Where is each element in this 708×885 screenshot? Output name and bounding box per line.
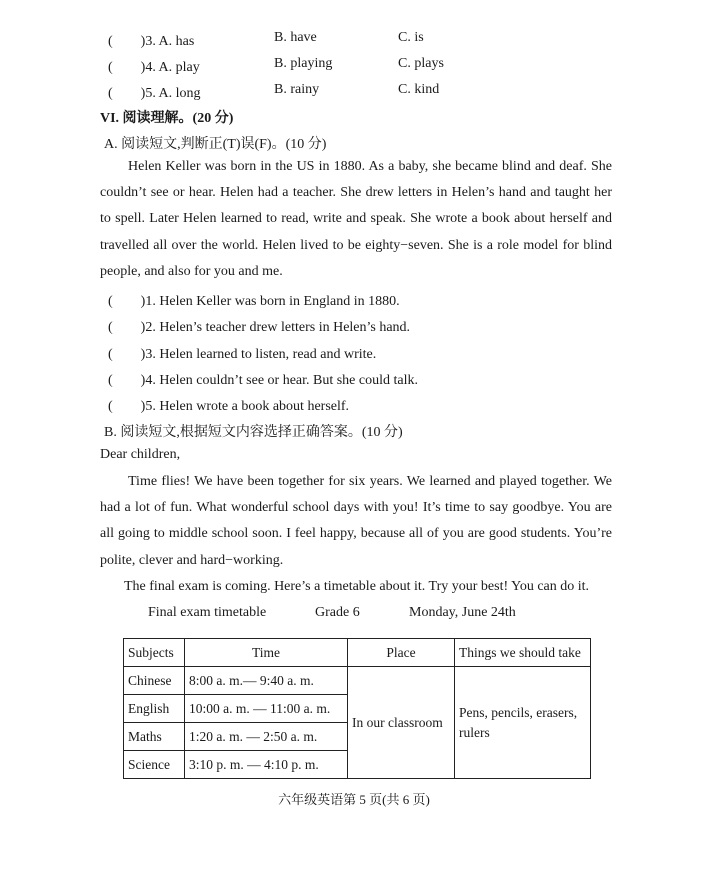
option-a: ( )4. A. play <box>108 60 200 75</box>
option-c: C. kind <box>398 82 440 97</box>
option-a: ( )5. A. long <box>108 86 201 101</box>
letter-greeting: Dear children, <box>100 447 181 462</box>
passage-a-text: Helen Keller was born in the US in 1880. As a baby, she became blind and deaf. She couldn’t see or hear. Helen had a teacher. She drew letters in Helen’s hand and taught her to spell. Later Helen learned to read, write and speak. She wrote a book about herself and travelled all over the world. Helen lived to be eighty−seven. She is a role model for blind people, and also for you and me. <box>100 159 612 279</box>
option-b: B. have <box>274 30 317 45</box>
question-a-1: ( )1. Helen Keller was born in England in 1880. <box>108 294 400 309</box>
option-c: C. is <box>398 30 424 45</box>
option-a: ( )3. A. has <box>108 34 195 49</box>
part-b-instruction: B. 阅读短文,根据短文内容选择正确答案。(10 分) <box>104 425 403 440</box>
subject-cell: Science <box>124 751 185 779</box>
header-things: Things we should take <box>455 639 591 667</box>
part-a-instruction: A. 阅读短文,判断正(T)误(F)。(10 分) <box>104 137 327 152</box>
subject-cell: Maths <box>124 723 185 751</box>
header-time: Time <box>185 639 348 667</box>
question-a-3: ( )3. Helen learned to listen, read and write. <box>108 347 377 362</box>
time-cell: 3:10 p. m. — 4:10 p. m. <box>185 751 348 779</box>
option-b: B. playing <box>274 56 333 71</box>
subject-cell: English <box>124 695 185 723</box>
passage-b <box>100 469 612 574</box>
passage-a <box>100 154 612 285</box>
page-footer: 六年级英语第 5 页(共 6 页) <box>278 792 430 807</box>
table-row <box>124 667 591 695</box>
table-header-row <box>124 639 591 667</box>
option-c: C. plays <box>398 56 444 71</box>
passage-b-paragraph-2: The final exam is coming. Here’s a timetable about it. Try your best! You can do it. <box>124 579 590 594</box>
things-cell: Pens, pencils, erasers, rulers <box>455 667 591 779</box>
question-a-4: ( )4. Helen couldn’t see or hear. But she could talk. <box>108 373 418 388</box>
subject-cell: Chinese <box>124 667 185 695</box>
question-a-5: ( )5. Helen wrote a book about herself. <box>108 399 350 414</box>
timetable-grade: Grade 6 <box>315 605 360 620</box>
header-subjects: Subjects <box>124 639 185 667</box>
timetable-date: Monday, June 24th <box>409 605 516 620</box>
time-cell: 1:20 a. m. — 2:50 a. m. <box>185 723 348 751</box>
passage-b-paragraph-1: Time flies! We have been together for six years. We learned and played together. We had a lot of fun. What wonderful school days with you! It’s time to say goodbye. You are all going to middle school soon. I feel happy, because all of you are good students. You’re polite, clever and hard−working. <box>100 474 612 568</box>
exam-timetable <box>123 638 591 779</box>
header-place: Place <box>348 639 455 667</box>
time-cell: 8:00 a. m.— 9:40 a. m. <box>185 667 348 695</box>
place-cell: In our classroom <box>348 667 455 779</box>
question-a-2: ( )2. Helen’s teacher drew letters in Helen’s hand. <box>108 320 411 335</box>
section-title: VI. 阅读理解。(20 分) <box>100 111 234 126</box>
option-b: B. rainy <box>274 82 320 97</box>
timetable-title: Final exam timetable <box>148 605 267 620</box>
time-cell: 10:00 a. m. — 11:00 a. m. <box>185 695 348 723</box>
